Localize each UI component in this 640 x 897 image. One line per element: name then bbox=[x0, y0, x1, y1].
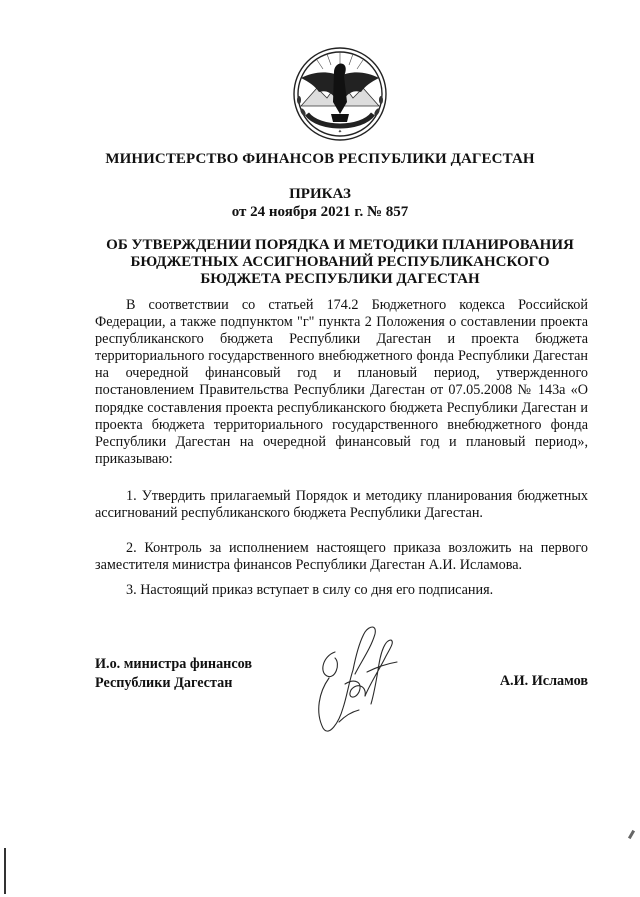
order-date: от 24 ноября 2021 г. № 857 bbox=[231, 204, 409, 220]
signatory-name: А.И. Исламов bbox=[499, 673, 588, 689]
preamble-paragraph: В соответствии со статьей 174.2 Бюджетного кодекса Российской Федерации, а также подпунктом "г" пункта 2 Положения о составлении проекта республиканского бюджета Республики Дагестан и проекта бюджета территориального государственного внебюджетного фонда Республики Дагестан на очередной финансовый год и плановый период, утвержденного постановлением Правительства Республики Дагестан от 07.05.2008 № 143а «О порядке составления проекта республиканского бюджета Республики Дагестан и проекта бюджета территориального государственного внебюджетного фонда Республики Дагестан на очередной финансовый год и плановый период», приказываю: bbox=[95, 297, 588, 467]
order-item-3: 3. Настоящий приказ вступает в силу со дня его подписания. bbox=[126, 582, 494, 598]
scan-speck bbox=[628, 830, 635, 839]
order-item-1: 1. Утвердить прилагаемый Порядок и методику планирования бюджетных ассигнований республиканского бюджета Республики Дагестан. bbox=[95, 488, 588, 522]
republic-of-dagestan-emblem-icon bbox=[287, 42, 393, 144]
signatory-title-line-1: И.о. министра финансов bbox=[95, 656, 253, 672]
order-title: ПРИКАЗ bbox=[289, 186, 351, 202]
order-item-2: 2. Контроль за исполнением настоящего приказа возложить на первого заместителя министра финансов Республики Дагестан А.И. Исламова. bbox=[95, 540, 588, 574]
handwritten-signature-icon bbox=[305, 612, 405, 742]
svg-text:✦: ✦ bbox=[337, 129, 343, 135]
order-subject: ОБ УТВЕРЖДЕНИИ ПОРЯДКА И МЕТОДИКИ ПЛАНИРОВАНИЯ БЮДЖЕТНЫХ АССИГНОВАНИЙ РЕСПУБЛИКАНСКОГО БЮДЖЕТА РЕСПУБЛИКИ ДАГЕСТАН bbox=[106, 237, 574, 287]
scan-edge-mark bbox=[4, 848, 6, 894]
signatory-title-line-2: Республики Дагестан bbox=[95, 675, 233, 691]
signatory-title bbox=[95, 655, 252, 693]
ministry-name: МИНИСТЕРСТВО ФИНАНСОВ РЕСПУБЛИКИ ДАГЕСТАН bbox=[105, 151, 535, 167]
